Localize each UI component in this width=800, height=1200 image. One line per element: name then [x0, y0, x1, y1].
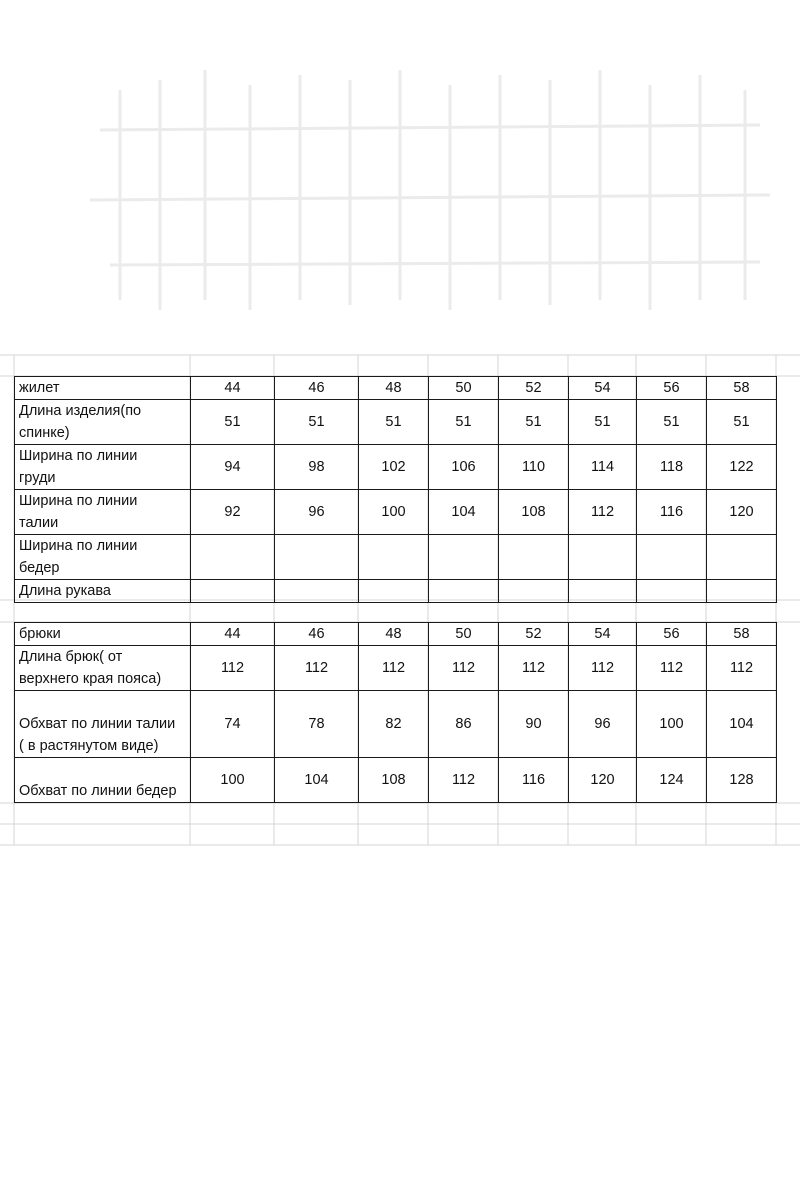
value-cell[interactable]: 120	[569, 758, 637, 803]
value-cell[interactable]	[707, 535, 777, 580]
row-label-cell[interactable]	[15, 758, 191, 803]
value-cell[interactable]: 100	[191, 758, 275, 803]
value-cell[interactable]: 112	[499, 646, 569, 691]
table-title-cell[interactable]: брюки	[15, 623, 191, 646]
row-label-line: Ширина по линии	[19, 448, 138, 464]
size-header-cell[interactable]: 46	[275, 623, 359, 646]
size-header-cell[interactable]: 58	[707, 377, 777, 400]
value-cell[interactable]	[359, 535, 429, 580]
value-cell[interactable]	[191, 580, 275, 603]
size-header-cell[interactable]: 48	[359, 623, 429, 646]
value-cell[interactable]	[637, 535, 707, 580]
value-cell[interactable]: 112	[429, 758, 499, 803]
value-cell[interactable]: 51	[707, 400, 777, 445]
value-cell[interactable]: 51	[569, 400, 637, 445]
size-header-cell[interactable]: 44	[191, 377, 275, 400]
pants-size-table	[14, 622, 777, 803]
row-label-line: груди	[19, 470, 56, 486]
value-cell[interactable]: 104	[429, 490, 499, 535]
value-cell[interactable]	[569, 580, 637, 603]
row-label-cell[interactable]	[15, 400, 191, 445]
value-cell[interactable]: 128	[707, 758, 777, 803]
value-cell[interactable]: 98	[275, 445, 359, 490]
value-cell[interactable]: 51	[275, 400, 359, 445]
value-cell[interactable]: 104	[275, 758, 359, 803]
table-row	[15, 445, 777, 490]
size-header-cell[interactable]: 52	[499, 623, 569, 646]
value-cell[interactable]: 82	[359, 691, 429, 758]
size-header-cell[interactable]: 56	[637, 623, 707, 646]
value-cell[interactable]: 51	[191, 400, 275, 445]
table-row	[15, 490, 777, 535]
value-cell[interactable]: 122	[707, 445, 777, 490]
value-cell[interactable]: 114	[569, 445, 637, 490]
size-header-cell[interactable]: 54	[569, 377, 637, 400]
row-label-line: бедер	[19, 560, 60, 576]
value-cell[interactable]: 100	[637, 691, 707, 758]
row-label-line: Длина изделия(по	[19, 403, 142, 419]
value-cell[interactable]: 112	[569, 646, 637, 691]
row-label-line: верхнего края пояса)	[19, 671, 162, 687]
table-row	[15, 646, 777, 691]
value-cell[interactable]	[275, 580, 359, 603]
value-cell[interactable]: 112	[429, 646, 499, 691]
value-cell[interactable]	[429, 535, 499, 580]
row-label-line: Ширина по линии	[19, 493, 138, 509]
vest-size-table	[14, 376, 777, 603]
value-cell[interactable]	[429, 580, 499, 603]
size-header-cell[interactable]: 48	[359, 377, 429, 400]
value-cell[interactable]: 120	[707, 490, 777, 535]
value-cell[interactable]: 106	[429, 445, 499, 490]
value-cell[interactable]	[499, 535, 569, 580]
value-cell[interactable]: 90	[499, 691, 569, 758]
row-label-line: Обхват по линии талии	[19, 716, 176, 732]
value-cell[interactable]	[275, 535, 359, 580]
table-header-row	[15, 623, 777, 646]
value-cell[interactable]	[637, 580, 707, 603]
row-label-line: Длина рукава	[19, 583, 111, 599]
value-cell[interactable]: 51	[429, 400, 499, 445]
size-header-cell[interactable]: 56	[637, 377, 707, 400]
value-cell[interactable]: 112	[359, 646, 429, 691]
table-row	[15, 758, 777, 803]
row-label-line: Обхват по линии бедер	[19, 783, 177, 799]
value-cell[interactable]	[707, 580, 777, 603]
value-cell[interactable]: 96	[275, 490, 359, 535]
value-cell[interactable]: 102	[359, 445, 429, 490]
value-cell[interactable]: 104	[707, 691, 777, 758]
table-row	[15, 535, 777, 580]
value-cell[interactable]: 86	[429, 691, 499, 758]
value-cell[interactable]: 124	[637, 758, 707, 803]
table-header-row	[15, 377, 777, 400]
value-cell[interactable]: 51	[359, 400, 429, 445]
value-cell[interactable]	[359, 580, 429, 603]
value-cell[interactable]: 92	[191, 490, 275, 535]
value-cell[interactable]: 94	[191, 445, 275, 490]
size-header-cell[interactable]: 50	[429, 377, 499, 400]
value-cell[interactable]: 112	[707, 646, 777, 691]
value-cell[interactable]	[569, 535, 637, 580]
row-label-line: талии	[19, 515, 59, 531]
value-cell[interactable]: 108	[359, 758, 429, 803]
value-cell[interactable]: 116	[637, 490, 707, 535]
value-cell[interactable]: 112	[569, 490, 637, 535]
value-cell[interactable]: 51	[499, 400, 569, 445]
row-label-line: спинке)	[19, 425, 70, 441]
value-cell[interactable]: 112	[637, 646, 707, 691]
value-cell[interactable]: 108	[499, 490, 569, 535]
value-cell[interactable]: 110	[499, 445, 569, 490]
size-header-cell[interactable]: 52	[499, 377, 569, 400]
value-cell[interactable]: 78	[275, 691, 359, 758]
row-label-line: Длина брюк( от	[19, 649, 123, 665]
size-header-cell[interactable]: 44	[191, 623, 275, 646]
size-header-cell[interactable]: 46	[275, 377, 359, 400]
row-label-line: ( в растянутом виде)	[19, 738, 159, 754]
value-cell[interactable]: 51	[637, 400, 707, 445]
row-label-cell[interactable]	[15, 535, 191, 580]
size-header-cell[interactable]: 58	[707, 623, 777, 646]
value-cell[interactable]	[499, 580, 569, 603]
value-cell[interactable]: 112	[191, 646, 275, 691]
table-title-cell[interactable]: жилет	[15, 377, 191, 400]
value-cell[interactable]: 74	[191, 691, 275, 758]
table-row	[15, 580, 777, 603]
size-header-cell[interactable]: 54	[569, 623, 637, 646]
value-cell[interactable]: 118	[637, 445, 707, 490]
value-cell[interactable]	[191, 535, 275, 580]
value-cell[interactable]: 116	[499, 758, 569, 803]
value-cell[interactable]: 112	[275, 646, 359, 691]
value-cell[interactable]: 96	[569, 691, 637, 758]
value-cell[interactable]: 100	[359, 490, 429, 535]
table-row	[15, 691, 777, 758]
row-label-cell[interactable]	[15, 445, 191, 490]
row-label-cell[interactable]	[15, 646, 191, 691]
row-label-cell[interactable]	[15, 490, 191, 535]
row-label-cell[interactable]	[15, 691, 191, 758]
table-row	[15, 400, 777, 445]
size-header-cell[interactable]: 50	[429, 623, 499, 646]
row-label-line: Ширина по линии	[19, 538, 138, 554]
row-label-cell[interactable]	[15, 580, 191, 603]
